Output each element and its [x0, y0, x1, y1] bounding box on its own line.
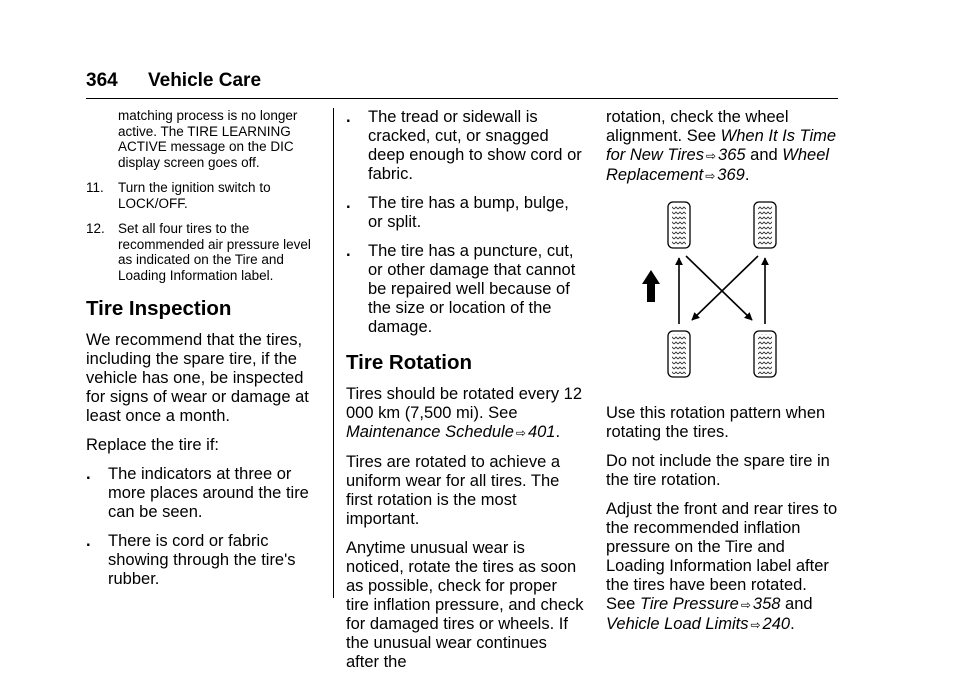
header-rule	[86, 98, 838, 99]
spare-tire-paragraph: Do not include the spare tire in the tire rotation.	[606, 452, 830, 489]
conjunction: and	[785, 595, 813, 613]
tire-rotation-heading: Tire Rotation	[346, 351, 473, 374]
alignment-paragraph	[606, 108, 840, 186]
step-text: Turn the ignition switch to LOCK/OFF.	[118, 180, 271, 211]
list-item	[346, 108, 584, 184]
bullet-text: The tread or sidewall is cracked, cut, or snagged deep enough to show cord or fabric.	[368, 108, 582, 183]
bullet-text: The tire has a bump, bulge, or split.	[368, 194, 569, 231]
bullet-marker: .	[346, 194, 351, 212]
paragraph-text: Tires should be rotated every 12 000 km (7,500 mi). See	[346, 385, 583, 422]
column-1	[86, 108, 318, 599]
page-ref-arrow-icon: ⇨	[750, 618, 761, 632]
step-number: 12.	[86, 221, 105, 236]
continued-step-text: matching process is no longer active. The TIRE LEARNING ACTIVE message on the DIC display screen goes off.	[118, 108, 298, 170]
inspection-paragraph: We recommend that the tires, including the spare tire, if the vehicle has one, be inspected for signs of wear or damage at least once a month.	[86, 331, 309, 425]
page-ref-arrow-icon: ⇨	[705, 149, 717, 163]
step-12	[86, 221, 318, 283]
list-item	[86, 532, 318, 589]
page-ref-arrow-icon: ⇨	[515, 426, 526, 440]
pattern-paragraph: Use this rotation pattern when rotating the tires.	[606, 404, 826, 441]
step-number: 11.	[86, 180, 104, 195]
conjunction: and	[750, 146, 778, 164]
step-11	[86, 180, 318, 211]
page-header	[86, 70, 838, 96]
list-item	[346, 242, 584, 337]
column-2	[346, 108, 584, 682]
column-3	[606, 108, 840, 645]
page-ref-number[interactable]: 369	[717, 166, 745, 184]
paragraph-text: rotation, check the wheel alignment. See	[606, 108, 789, 145]
step-text: Set all four tires to the recommended air pressure level as indicated on the Tire and Loading Information label.	[118, 221, 311, 283]
bullet-text: The indicators at three or more places around the tire can be seen.	[108, 465, 309, 521]
tire-rear-right-icon	[754, 331, 776, 377]
tire-front-right-icon	[754, 202, 776, 248]
tire-inspection-heading: Tire Inspection	[86, 297, 232, 320]
period: .	[744, 166, 750, 184]
list-item	[346, 194, 584, 232]
tire-front-left-icon	[668, 202, 690, 248]
adjust-pressure-paragraph	[606, 500, 840, 635]
vehicle-forward-arrow-icon	[642, 270, 660, 302]
rotation-purpose-paragraph: Tires are rotated to achieve a uniform wear for all tires. The first rotation is the most important.	[346, 453, 561, 528]
page-ref-number[interactable]: 240	[762, 615, 791, 633]
wheel-replacement-link[interactable]: Wheel Replacement	[606, 146, 830, 184]
tire-rotation-diagram	[606, 196, 840, 396]
front-right-to-rear-left-arrow	[692, 256, 758, 320]
section-title: Vehicle Care	[148, 70, 262, 91]
page-ref-number[interactable]: 401	[527, 423, 556, 441]
replace-intro: Replace the tire if:	[86, 436, 219, 454]
column-divider	[333, 108, 334, 598]
tire-rear-left-icon	[668, 331, 690, 377]
tire-pressure-link[interactable]: Tire Pressure	[639, 595, 739, 613]
bullet-marker: .	[86, 465, 91, 483]
vehicle-load-limits-link[interactable]: Vehicle Load Limits	[606, 615, 749, 633]
bullet-marker: .	[346, 108, 351, 126]
paragraph-text: Adjust the front and rear tires to the recommended inflation pressure on the Tire and Loading Information label after the tires have been rotated. See	[606, 500, 838, 613]
page-ref-number[interactable]: 365	[718, 146, 746, 164]
period: .	[555, 423, 561, 441]
page-number: 364	[86, 70, 118, 91]
rotation-interval-paragraph	[346, 385, 584, 443]
page-ref-number[interactable]: 358	[752, 595, 781, 613]
unusual-wear-paragraph: Anytime unusual wear is noticed, rotate the tires as soon as possible, check for proper tire inflation pressure, and check for damaged tires or wheels. If the unusual wear continues after the	[346, 539, 584, 671]
list-item	[86, 465, 318, 522]
page-ref-arrow-icon: ⇨	[740, 598, 751, 612]
bullet-marker: .	[346, 242, 351, 260]
front-left-to-rear-right-arrow	[686, 256, 752, 320]
bullet-marker: .	[86, 532, 91, 550]
page-ref-arrow-icon: ⇨	[705, 169, 716, 183]
period: .	[790, 615, 795, 633]
bullet-text: The tire has a puncture, cut, or other damage that cannot be repaired well because of the size or location of the damage.	[368, 242, 576, 336]
maintenance-schedule-link[interactable]: Maintenance Schedule	[346, 423, 514, 441]
new-tires-link[interactable]: When It Is Time for New Tires	[606, 127, 837, 164]
bullet-text: There is cord or fabric showing through the tire's rubber.	[108, 532, 296, 588]
